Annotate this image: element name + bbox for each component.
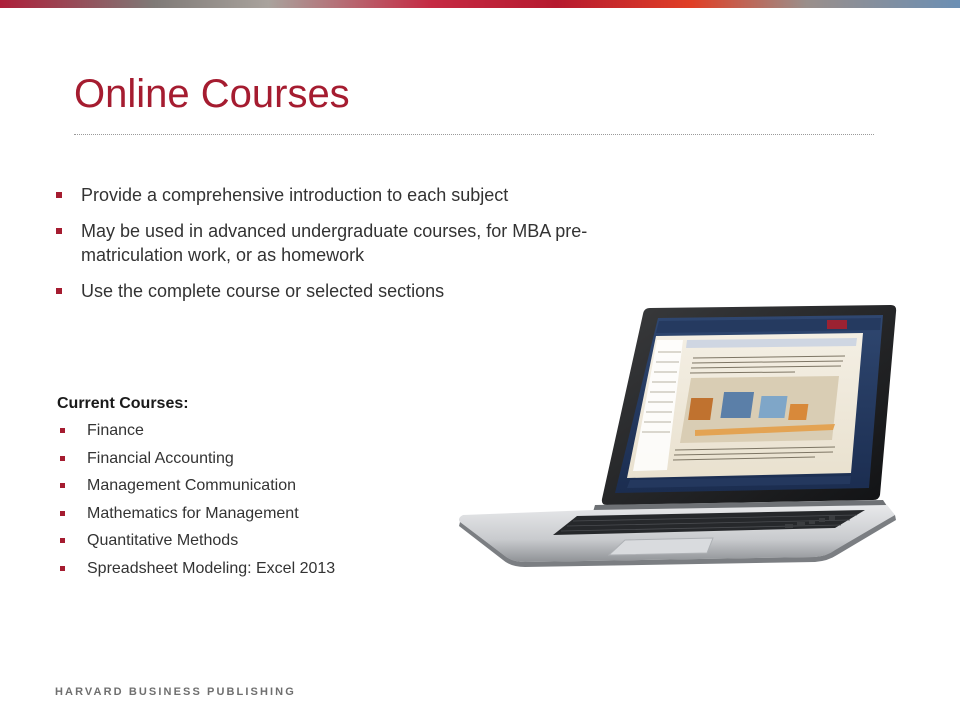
laptop-screen bbox=[615, 315, 883, 493]
feature-bullet-text: Provide a comprehensive introduction to each subject bbox=[81, 185, 509, 205]
laptop-illustration bbox=[455, 300, 905, 575]
course-item-label: Mathematics for Management bbox=[87, 504, 299, 522]
square-bullet-icon bbox=[56, 228, 62, 234]
current-courses-heading: Current Courses: bbox=[57, 395, 189, 412]
course-item-mathematics-for-management bbox=[57, 504, 335, 524]
feature-bullet-text: May be used in advanced undergraduate courses, for MBA pre-matriculation work, or as homework bbox=[81, 221, 588, 265]
footer-brand: HARVARD BUSINESS PUBLISHING bbox=[55, 686, 296, 698]
square-bullet-icon bbox=[60, 483, 65, 488]
feature-bullet-item bbox=[56, 219, 641, 267]
square-bullet-icon bbox=[56, 288, 62, 294]
square-bullet-icon bbox=[60, 511, 65, 516]
top-gradient-bar bbox=[0, 0, 960, 8]
course-item-financial-accounting bbox=[57, 449, 335, 469]
square-bullet-icon bbox=[60, 456, 65, 461]
course-item-quantitative-methods bbox=[57, 531, 335, 551]
feature-bullet-item bbox=[56, 183, 681, 207]
square-bullet-icon bbox=[56, 192, 62, 198]
laptop-trackpad bbox=[609, 538, 713, 555]
square-bullet-icon bbox=[60, 538, 65, 543]
slide-title: Online Courses bbox=[74, 72, 350, 116]
course-item-label: Spreadsheet Modeling: Excel 2013 bbox=[87, 559, 336, 577]
square-bullet-icon bbox=[60, 428, 65, 433]
course-item-label: Quantitative Methods bbox=[87, 532, 239, 550]
course-list bbox=[57, 421, 335, 587]
course-item-label: Finance bbox=[87, 422, 144, 439]
course-item-finance bbox=[57, 421, 335, 441]
feature-bullet-text: Use the complete course or selected sections bbox=[81, 281, 445, 301]
course-item-label: Financial Accounting bbox=[87, 449, 234, 467]
title-divider bbox=[74, 134, 874, 135]
course-item-label: Management Communication bbox=[87, 477, 296, 495]
square-bullet-icon bbox=[60, 566, 65, 571]
feature-bullet-list bbox=[56, 183, 681, 315]
course-item-spreadsheet-modeling bbox=[57, 559, 335, 579]
course-item-management-communication bbox=[57, 476, 335, 496]
